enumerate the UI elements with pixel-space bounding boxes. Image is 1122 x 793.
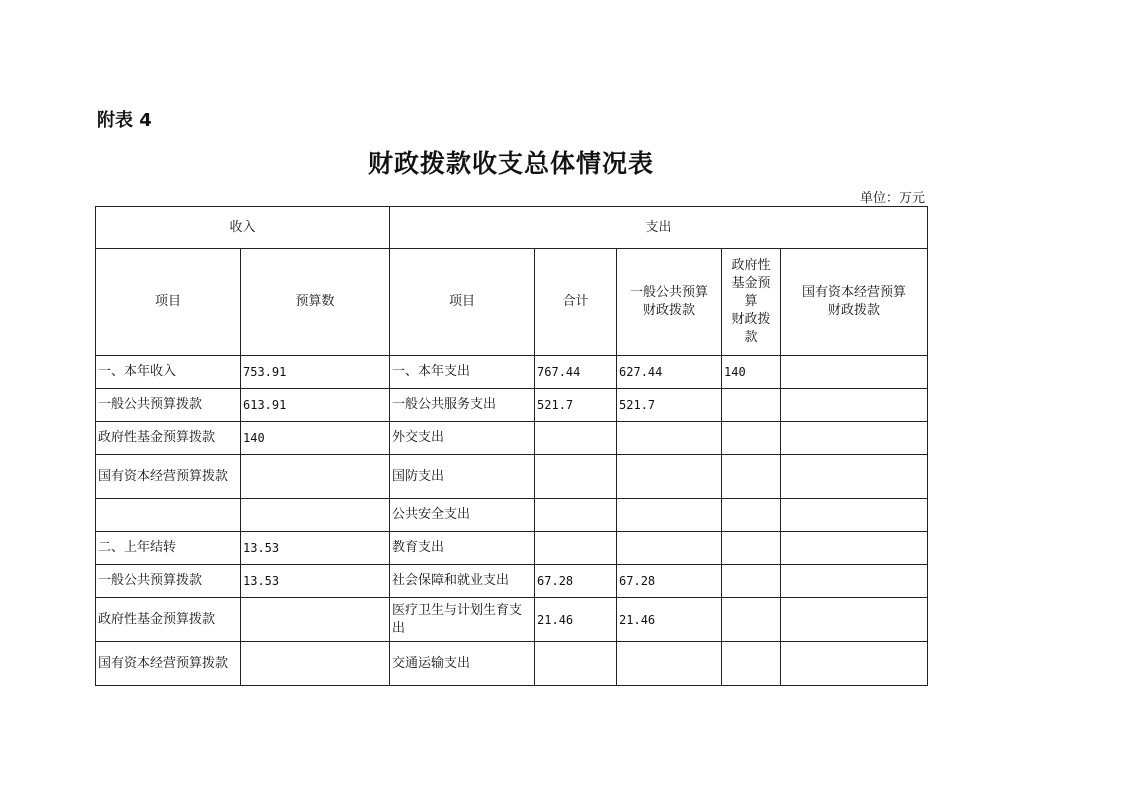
fund-budget-cell: 140: [722, 356, 781, 389]
income-item-cell: 二、上年结转: [96, 532, 241, 565]
expense-item-cell: 教育支出: [390, 532, 535, 565]
income-budget-cell: [241, 455, 390, 499]
expense-item-cell: 一、本年支出: [390, 356, 535, 389]
col-total: 合计: [535, 249, 617, 356]
table-row: [96, 532, 928, 565]
page-title: 财政拨款收支总体情况表: [367, 149, 654, 178]
income-item-cell: 国有资本经营预算拨款: [96, 455, 241, 499]
fund-budget-cell: [722, 532, 781, 565]
expense-item-cell: 社会保障和就业支出: [390, 565, 535, 598]
table-row: [96, 422, 928, 455]
income-item-cell: 国有资本经营预算拨款: [96, 642, 241, 686]
income-item-cell: 一般公共预算拨款: [96, 389, 241, 422]
income-budget-cell: [241, 598, 390, 642]
income-item-cell: [96, 499, 241, 532]
table-row: [96, 499, 928, 532]
state-capital-cell: [781, 499, 928, 532]
col-expense-item: 项目: [390, 249, 535, 356]
general-budget-cell: 521.7: [617, 389, 722, 422]
col-state-capital: 国有资本经营预算 财政拨款: [781, 249, 928, 356]
general-budget-cell: 627.44: [617, 356, 722, 389]
state-capital-cell: [781, 532, 928, 565]
budget-table: [95, 206, 928, 686]
fund-budget-cell: [722, 422, 781, 455]
income-budget-cell: [241, 642, 390, 686]
expense-item-cell: 公共安全支出: [390, 499, 535, 532]
col-general-budget: 一般公共预算 财政拨款: [617, 249, 722, 356]
expense-item-cell: 外交支出: [390, 422, 535, 455]
fund-budget-cell: [722, 455, 781, 499]
general-budget-cell: [617, 642, 722, 686]
total-cell: [535, 532, 617, 565]
expense-item-cell: 交通运输支出: [390, 642, 535, 686]
income-budget-cell: 13.53: [241, 565, 390, 598]
income-budget-cell: [241, 499, 390, 532]
fund-budget-cell: [722, 642, 781, 686]
expense-item-cell: 一般公共服务支出: [390, 389, 535, 422]
income-budget-cell: 13.53: [241, 532, 390, 565]
total-cell: [535, 499, 617, 532]
income-item-cell: 政府性基金预算拨款: [96, 598, 241, 642]
table-row: [96, 642, 928, 686]
state-capital-cell: [781, 565, 928, 598]
group-header-row: [96, 207, 928, 249]
income-budget-cell: 613.91: [241, 389, 390, 422]
col-fund-budget: 政府性 基金预 算 财政拨 款: [722, 249, 781, 356]
col-income-budget: 预算数: [241, 249, 390, 356]
fund-budget-cell: [722, 598, 781, 642]
table-row: [96, 455, 928, 499]
col-income-item: 项目: [96, 249, 241, 356]
income-item-cell: 一、本年收入: [96, 356, 241, 389]
general-budget-cell: [617, 499, 722, 532]
general-budget-cell: [617, 422, 722, 455]
state-capital-cell: [781, 389, 928, 422]
income-budget-cell: 753.91: [241, 356, 390, 389]
general-budget-cell: 67.28: [617, 565, 722, 598]
total-cell: 67.28: [535, 565, 617, 598]
general-budget-cell: [617, 532, 722, 565]
expense-item-cell: 国防支出: [390, 455, 535, 499]
table-row: [96, 356, 928, 389]
income-group-header: 收入: [96, 207, 390, 249]
state-capital-cell: [781, 356, 928, 389]
column-header-row: [96, 249, 928, 356]
annex-label: 附表 4: [97, 110, 152, 131]
fund-budget-cell: [722, 565, 781, 598]
total-cell: 767.44: [535, 356, 617, 389]
state-capital-cell: [781, 598, 928, 642]
state-capital-cell: [781, 455, 928, 499]
table-row: [96, 389, 928, 422]
general-budget-cell: 21.46: [617, 598, 722, 642]
table-row: [96, 598, 928, 642]
general-budget-cell: [617, 455, 722, 499]
total-cell: [535, 422, 617, 455]
fund-budget-cell: [722, 389, 781, 422]
total-cell: 521.7: [535, 389, 617, 422]
total-cell: [535, 642, 617, 686]
fund-budget-cell: [722, 499, 781, 532]
income-item-cell: 一般公共预算拨款: [96, 565, 241, 598]
income-budget-cell: 140: [241, 422, 390, 455]
state-capital-cell: [781, 422, 928, 455]
state-capital-cell: [781, 642, 928, 686]
total-cell: 21.46: [535, 598, 617, 642]
total-cell: [535, 455, 617, 499]
table-row: [96, 565, 928, 598]
unit-label: 单位：万元: [859, 191, 925, 206]
expense-item-cell: 医疗卫生与计划生育支出: [390, 598, 535, 642]
expense-group-header: 支出: [390, 207, 928, 249]
income-item-cell: 政府性基金预算拨款: [96, 422, 241, 455]
